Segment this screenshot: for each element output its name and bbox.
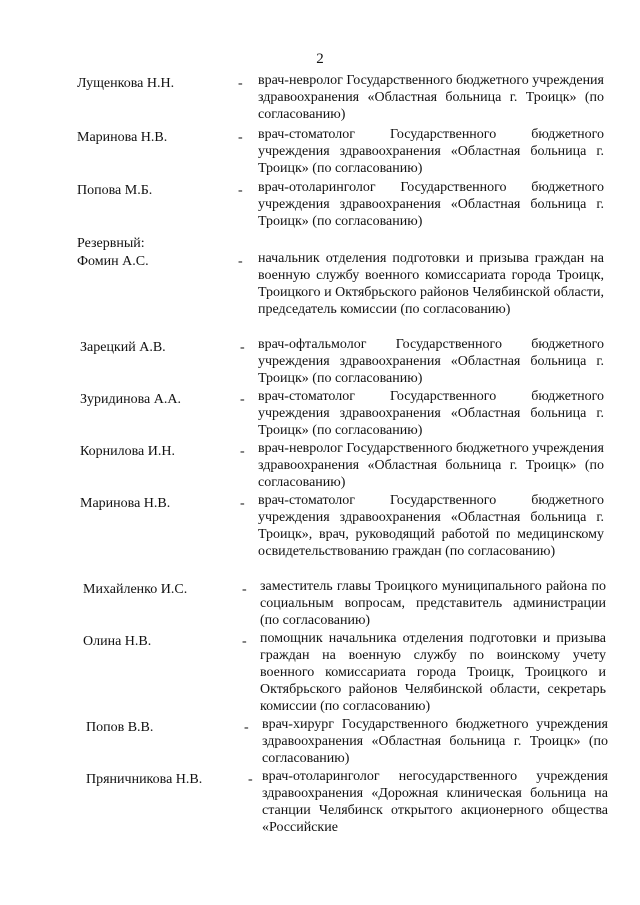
reserve-label: Резервный:: [77, 236, 145, 251]
member-description: врач-стоматолог Государственного бюджетного учреждения здравоохранения «Областная больница г. Троицк» (по согласованию): [258, 127, 604, 176]
member-description: врач-стоматолог Государственного бюджетного учреждения здравоохранения «Областная больница г. Троицк» (по согласованию): [258, 389, 604, 438]
member-name: Попов В.В.: [86, 720, 154, 735]
member-name: Маринова Н.В.: [77, 130, 168, 145]
dash-separator: -: [240, 392, 245, 407]
dash-separator: -: [238, 183, 243, 198]
member-description: врач-стоматолог Государственного бюджетного учреждения здравоохранения «Областная больница г. Троицк», врач, руководящий работой по медицинскому освидетельствованию граждан (по согласованию): [258, 493, 604, 559]
dash-separator: -: [240, 444, 245, 459]
member-name: Фомин А.С.: [77, 254, 149, 269]
member-name: Пряничникова Н.В.: [86, 772, 203, 787]
member-description: помощник начальника отделения подготовки и призыва граждан на военную службу по воинскому учету военного комиссариата города Троицк, Троицкого и Октябрьского районов Челябинской области, секретарь комиссии (по согласованию): [260, 631, 606, 714]
dash-separator: -: [248, 772, 253, 787]
member-description: врач-невролог Государственного бюджетного учреждения здравоохранения «Областная больница г. Троицк» (по согласованию): [258, 73, 604, 122]
dash-separator: -: [244, 720, 249, 735]
member-description: заместитель главы Троицкого муниципального района по социальным вопросам, представитель администрации (по согласованию): [260, 579, 606, 628]
member-name: Олина Н.В.: [83, 634, 152, 649]
dash-separator: -: [238, 130, 243, 145]
member-name: Зуридинова А.А.: [80, 392, 181, 407]
member-description: врач-отоларинголог негосударственного учреждения здравоохранения «Дорожная клиническая больница на станции Челябинск открытого акционерного общества «Российские: [262, 769, 608, 835]
dash-separator: -: [240, 496, 245, 511]
dash-separator: -: [240, 340, 245, 355]
dash-separator: -: [238, 76, 243, 91]
member-name: Лущенкова Н.Н.: [77, 76, 175, 91]
member-name: Маринова Н.В.: [80, 496, 171, 511]
member-name: Корнилова И.Н.: [80, 444, 175, 459]
dash-separator: -: [242, 634, 247, 649]
dash-separator: -: [242, 582, 247, 597]
member-description: врач-офтальмолог Государственного бюджетного учреждения здравоохранения «Областная больница г. Троицк» (по согласованию): [258, 337, 604, 386]
member-description: начальник отделения подготовки и призыва граждан на военную службу военного комиссариата города Троицк, Троицкого и Октябрьского районов Челябинской области, председатель комиссии (по согласованию): [258, 251, 604, 317]
member-name: Михайленко И.С.: [83, 582, 188, 597]
member-name: Зарецкий А.В.: [80, 340, 166, 355]
dash-separator: -: [238, 254, 243, 269]
member-description: врач-отоларинголог Государственного бюджетного учреждения здравоохранения «Областная больница г. Троицк» (по согласованию): [258, 180, 604, 229]
member-description: врач-невролог Государственного бюджетного учреждения здравоохранения «Областная больница г. Троицк» (по согласованию): [258, 441, 604, 490]
member-name: Попова М.Б.: [77, 183, 153, 198]
page-bottom-margin: [0, 893, 640, 905]
page-number: 2: [316, 51, 324, 67]
member-description: врач-хирург Государственного бюджетного учреждения здравоохранения «Областная больница г. Троицк» (по согласованию): [262, 717, 608, 766]
